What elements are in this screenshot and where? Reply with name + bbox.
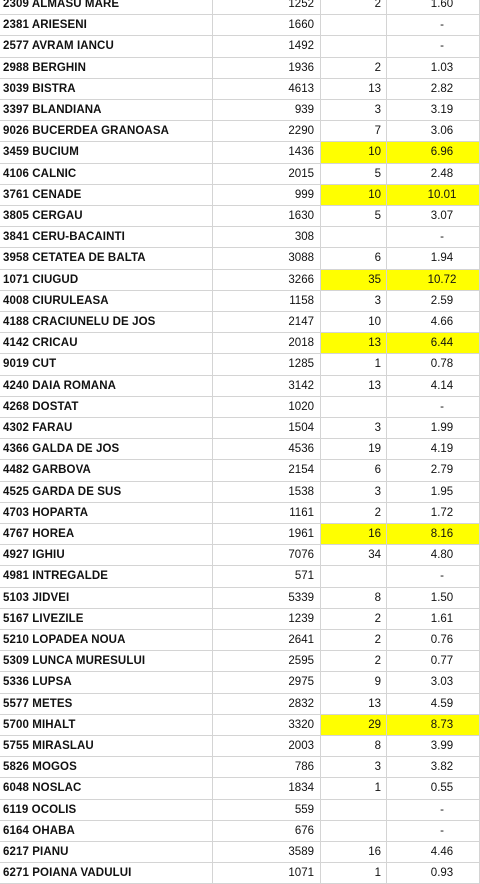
table-row	[0, 15, 480, 36]
population-cell[interactable]: 1020	[213, 397, 321, 418]
cases-cell[interactable]: 3	[321, 291, 387, 312]
population-cell[interactable]: 2832	[213, 694, 321, 715]
cases-cell[interactable]: 6	[321, 248, 387, 269]
cases-cell[interactable]: 8	[321, 588, 387, 609]
cases-cell[interactable]: 13	[321, 376, 387, 397]
table-row	[0, 863, 480, 884]
locality-cell[interactable]: 4142 CRICAU	[0, 333, 213, 354]
cases-cell[interactable]: 2	[321, 651, 387, 672]
locality-cell[interactable]: 3805 CERGAU	[0, 206, 213, 227]
cases-cell[interactable]: 34	[321, 545, 387, 566]
population-cell[interactable]: 1961	[213, 524, 321, 545]
cases-cell[interactable]: 16	[321, 842, 387, 863]
population-cell[interactable]: 1504	[213, 418, 321, 439]
table-row	[0, 545, 480, 566]
table-row	[0, 821, 480, 842]
table-row	[0, 206, 480, 227]
population-cell[interactable]: 1834	[213, 778, 321, 799]
rate-cell[interactable]: -	[387, 821, 480, 842]
population-cell[interactable]: 1071	[213, 863, 321, 884]
population-cell[interactable]: 1161	[213, 503, 321, 524]
cases-cell[interactable]: 1	[321, 354, 387, 375]
locality-cell[interactable]: 5577 METES	[0, 694, 213, 715]
population-cell[interactable]: 571	[213, 566, 321, 587]
population-cell[interactable]: 4613	[213, 79, 321, 100]
locality-cell[interactable]: 6164 OHABA	[0, 821, 213, 842]
rate-cell[interactable]: 3.19	[387, 100, 480, 121]
rate-cell[interactable]: 8.73	[387, 715, 480, 736]
cases-cell[interactable]: 1	[321, 778, 387, 799]
cases-cell[interactable]: 13	[321, 694, 387, 715]
table-row	[0, 482, 480, 503]
population-cell[interactable]: 3320	[213, 715, 321, 736]
table-row	[0, 354, 480, 375]
population-cell[interactable]: 786	[213, 757, 321, 778]
locality-cell[interactable]: 4525 GARDA DE SUS	[0, 482, 213, 503]
population-cell[interactable]: 308	[213, 227, 321, 248]
cases-cell[interactable]: 19	[321, 439, 387, 460]
cases-cell[interactable]	[321, 821, 387, 842]
cases-cell[interactable]: 3	[321, 418, 387, 439]
locality-cell[interactable]: 5210 LOPADEA NOUA	[0, 630, 213, 651]
population-cell[interactable]: 1538	[213, 482, 321, 503]
rate-cell[interactable]: 2.79	[387, 460, 480, 481]
rate-cell[interactable]: 4.14	[387, 376, 480, 397]
cases-cell[interactable]: 10	[321, 312, 387, 333]
rate-cell[interactable]: 1.50	[387, 588, 480, 609]
cases-cell[interactable]: 5	[321, 206, 387, 227]
locality-cell[interactable]: 6048 NOSLAC	[0, 778, 213, 799]
rate-cell[interactable]: -	[387, 15, 480, 36]
cases-cell[interactable]: 16	[321, 524, 387, 545]
population-cell[interactable]: 559	[213, 800, 321, 821]
rate-cell[interactable]: 3.07	[387, 206, 480, 227]
locality-cell[interactable]: 5309 LUNCA MURESULUI	[0, 651, 213, 672]
cases-cell[interactable]: 2	[321, 609, 387, 630]
locality-cell[interactable]: 4008 CIURULEASA	[0, 291, 213, 312]
cases-cell[interactable]: 10	[321, 142, 387, 163]
locality-cell[interactable]: 2309 ALMASU MARE	[0, 0, 213, 15]
locality-cell[interactable]: 9026 BUCERDEA GRANOASA	[0, 121, 213, 142]
table-row	[0, 778, 480, 799]
table-row	[0, 312, 480, 333]
locality-cell[interactable]: 4188 CRACIUNELU DE JOS	[0, 312, 213, 333]
population-cell[interactable]: 1492	[213, 36, 321, 57]
population-cell[interactable]: 2018	[213, 333, 321, 354]
cases-cell[interactable]: 9	[321, 672, 387, 693]
rate-cell[interactable]: 1.61	[387, 609, 480, 630]
rate-cell[interactable]: 6.96	[387, 142, 480, 163]
rate-cell[interactable]: 1.60	[387, 0, 480, 15]
table-row	[0, 672, 480, 693]
rate-cell[interactable]: -	[387, 800, 480, 821]
rate-cell[interactable]: 4.59	[387, 694, 480, 715]
rate-cell[interactable]: 4.19	[387, 439, 480, 460]
table-row	[0, 588, 480, 609]
rate-cell[interactable]: -	[387, 397, 480, 418]
population-cell[interactable]: 999	[213, 185, 321, 206]
rate-cell[interactable]: 3.03	[387, 672, 480, 693]
locality-cell[interactable]: 4927 IGHIU	[0, 545, 213, 566]
rate-cell[interactable]: -	[387, 566, 480, 587]
cases-cell[interactable]: 5	[321, 164, 387, 185]
population-cell[interactable]: 2975	[213, 672, 321, 693]
population-cell[interactable]: 1252	[213, 0, 321, 15]
population-cell[interactable]: 1630	[213, 206, 321, 227]
rate-cell[interactable]: 1.95	[387, 482, 480, 503]
table-row	[0, 757, 480, 778]
cases-cell[interactable]: 6	[321, 460, 387, 481]
locality-cell[interactable]: 3761 CENADE	[0, 185, 213, 206]
table-row	[0, 439, 480, 460]
cases-cell[interactable]: 2	[321, 630, 387, 651]
locality-cell[interactable]: 3459 BUCIUM	[0, 142, 213, 163]
rate-cell[interactable]: 0.76	[387, 630, 480, 651]
population-cell[interactable]: 2003	[213, 736, 321, 757]
rate-cell[interactable]: 3.06	[387, 121, 480, 142]
population-cell[interactable]: 1936	[213, 58, 321, 79]
rate-cell[interactable]: 4.66	[387, 312, 480, 333]
locality-cell[interactable]: 5103 JIDVEI	[0, 588, 213, 609]
rate-cell[interactable]: 0.55	[387, 778, 480, 799]
table-row	[0, 333, 480, 354]
table-row	[0, 142, 480, 163]
table-row	[0, 248, 480, 269]
locality-cell[interactable]: 4482 GARBOVA	[0, 460, 213, 481]
rate-cell[interactable]: 0.77	[387, 651, 480, 672]
cases-cell[interactable]: 13	[321, 333, 387, 354]
population-cell[interactable]: 4536	[213, 439, 321, 460]
table-row	[0, 291, 480, 312]
population-cell[interactable]: 3266	[213, 270, 321, 291]
rate-cell[interactable]: 10.72	[387, 270, 480, 291]
locality-cell[interactable]: 4981 INTREGALDE	[0, 566, 213, 587]
population-cell[interactable]: 3142	[213, 376, 321, 397]
locality-cell[interactable]: 4302 FARAU	[0, 418, 213, 439]
locality-cell[interactable]: 6119 OCOLIS	[0, 800, 213, 821]
cases-cell[interactable]: 35	[321, 270, 387, 291]
locality-cell[interactable]: 5700 MIHALT	[0, 715, 213, 736]
locality-cell[interactable]: 2381 ARIESENI	[0, 15, 213, 36]
population-cell[interactable]: 1285	[213, 354, 321, 375]
population-cell[interactable]: 2595	[213, 651, 321, 672]
locality-cell[interactable]: 4268 DOSTAT	[0, 397, 213, 418]
rate-cell[interactable]: 4.80	[387, 545, 480, 566]
cases-cell[interactable]: 13	[321, 79, 387, 100]
locality-cell[interactable]: 3039 BISTRA	[0, 79, 213, 100]
rate-cell[interactable]: 1.03	[387, 58, 480, 79]
locality-cell[interactable]: 1071 CIUGUD	[0, 270, 213, 291]
rate-cell[interactable]: -	[387, 36, 480, 57]
locality-cell[interactable]: 2988 BERGHIN	[0, 58, 213, 79]
rate-cell[interactable]: 10.01	[387, 185, 480, 206]
table-row	[0, 566, 480, 587]
table-row	[0, 609, 480, 630]
cases-cell[interactable]	[321, 800, 387, 821]
table-row	[0, 800, 480, 821]
locality-cell[interactable]: 9019 CUT	[0, 354, 213, 375]
table-row	[0, 376, 480, 397]
population-cell[interactable]: 3088	[213, 248, 321, 269]
table-row	[0, 715, 480, 736]
cases-cell[interactable]: 10	[321, 185, 387, 206]
table-row	[0, 36, 480, 57]
rate-cell[interactable]: 2.59	[387, 291, 480, 312]
table-row	[0, 694, 480, 715]
table-row	[0, 270, 480, 291]
population-cell[interactable]: 2641	[213, 630, 321, 651]
population-cell[interactable]: 939	[213, 100, 321, 121]
population-cell[interactable]: 2154	[213, 460, 321, 481]
table-row	[0, 100, 480, 121]
cases-cell[interactable]: 3	[321, 482, 387, 503]
cases-cell[interactable]: 29	[321, 715, 387, 736]
table-row	[0, 842, 480, 863]
table-row	[0, 397, 480, 418]
population-cell[interactable]: 1158	[213, 291, 321, 312]
table-row	[0, 651, 480, 672]
table-row	[0, 227, 480, 248]
table-row	[0, 185, 480, 206]
cases-cell[interactable]	[321, 566, 387, 587]
cases-cell[interactable]	[321, 36, 387, 57]
population-cell[interactable]: 1436	[213, 142, 321, 163]
locality-cell[interactable]: 6271 POIANA VADULUI	[0, 863, 213, 884]
locality-cell[interactable]: 5826 MOGOS	[0, 757, 213, 778]
rate-cell[interactable]: 3.82	[387, 757, 480, 778]
locality-cell[interactable]: 5336 LUPSA	[0, 672, 213, 693]
rate-cell[interactable]: 8.16	[387, 524, 480, 545]
rate-cell[interactable]: 2.48	[387, 164, 480, 185]
population-cell[interactable]: 2015	[213, 164, 321, 185]
locality-cell[interactable]: 4767 HOREA	[0, 524, 213, 545]
table-row	[0, 0, 480, 15]
locality-cell[interactable]: 2577 AVRAM IANCU	[0, 36, 213, 57]
cases-cell[interactable]: 2	[321, 58, 387, 79]
table-row	[0, 503, 480, 524]
cases-cell[interactable]	[321, 227, 387, 248]
cases-cell[interactable]: 2	[321, 0, 387, 15]
locality-cell[interactable]: 3841 CERU-BACAINTI	[0, 227, 213, 248]
locality-cell[interactable]: 5755 MIRASLAU	[0, 736, 213, 757]
population-cell[interactable]: 2290	[213, 121, 321, 142]
population-cell[interactable]: 676	[213, 821, 321, 842]
table-row	[0, 418, 480, 439]
population-cell[interactable]: 1239	[213, 609, 321, 630]
cases-cell[interactable]: 8	[321, 736, 387, 757]
rate-cell[interactable]: 0.93	[387, 863, 480, 884]
rate-cell[interactable]: 1.99	[387, 418, 480, 439]
rate-cell[interactable]: -	[387, 227, 480, 248]
population-cell[interactable]: 5339	[213, 588, 321, 609]
locality-cell[interactable]: 3397 BLANDIANA	[0, 100, 213, 121]
rate-cell[interactable]: 1.94	[387, 248, 480, 269]
table-row	[0, 460, 480, 481]
locality-cell[interactable]: 6217 PIANU	[0, 842, 213, 863]
locality-cell[interactable]: 3958 CETATEA DE BALTA	[0, 248, 213, 269]
rate-cell[interactable]: 4.46	[387, 842, 480, 863]
rate-cell[interactable]: 1.72	[387, 503, 480, 524]
locality-cell[interactable]: 5167 LIVEZILE	[0, 609, 213, 630]
cases-cell[interactable]: 7	[321, 121, 387, 142]
cases-cell[interactable]: 3	[321, 757, 387, 778]
cases-cell[interactable]	[321, 397, 387, 418]
table-row	[0, 736, 480, 757]
population-cell[interactable]: 2147	[213, 312, 321, 333]
cases-cell[interactable]: 3	[321, 100, 387, 121]
table-row	[0, 630, 480, 651]
locality-cell[interactable]: 4240 DAIA ROMANA	[0, 376, 213, 397]
population-cell[interactable]: 1660	[213, 15, 321, 36]
cases-cell[interactable]: 1	[321, 863, 387, 884]
rate-cell[interactable]: 0.78	[387, 354, 480, 375]
cases-cell[interactable]: 2	[321, 503, 387, 524]
cases-cell[interactable]	[321, 15, 387, 36]
table-row	[0, 58, 480, 79]
rate-cell[interactable]: 6.44	[387, 333, 480, 354]
table-row	[0, 164, 480, 185]
population-cell[interactable]: 3589	[213, 842, 321, 863]
locality-cell[interactable]: 4366 GALDA DE JOS	[0, 439, 213, 460]
rate-cell[interactable]: 3.99	[387, 736, 480, 757]
population-cell[interactable]: 7076	[213, 545, 321, 566]
table-row	[0, 79, 480, 100]
rate-cell[interactable]: 2.82	[387, 79, 480, 100]
locality-cell[interactable]: 4703 HOPARTA	[0, 503, 213, 524]
table-row	[0, 524, 480, 545]
locality-cell[interactable]: 4106 CALNIC	[0, 164, 213, 185]
table-row	[0, 121, 480, 142]
